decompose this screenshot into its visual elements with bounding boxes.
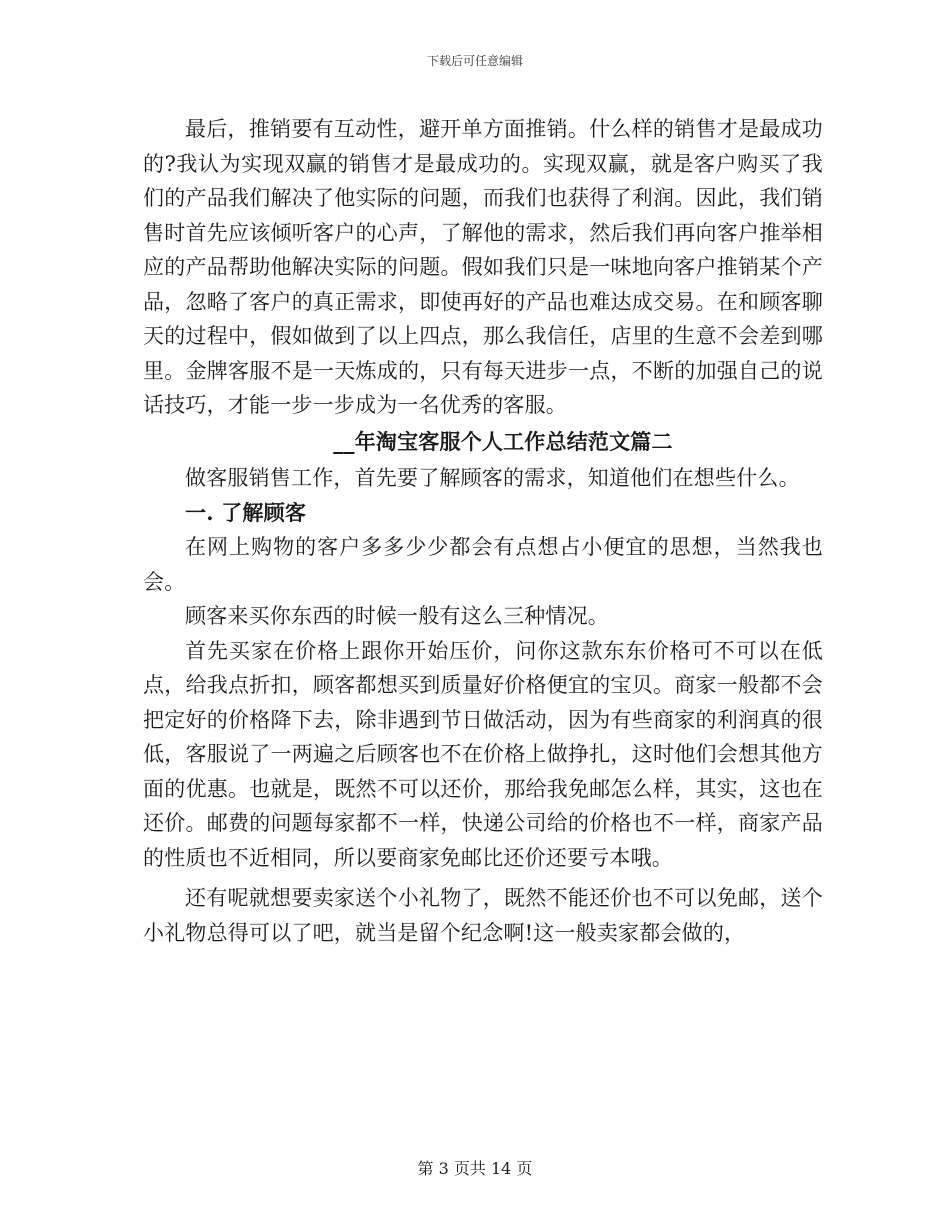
page-footer: 第 3 页共 14 页: [417, 1159, 533, 1178]
section-title: __年淘宝客服个人工作总结范文篇二: [333, 428, 673, 454]
paragraph: 顾客来买你东西的时候一般有这么三种情况。: [185, 604, 609, 628]
paragraph: 在网上购物的客户多多少少都会有点想占小便宜的思想，当然我也会。: [143, 535, 823, 594]
page-header: 下载后可任意编辑: [426, 54, 523, 68]
paragraph: 还有呢就想要卖家送个小礼物了，既然不能还价也不可以免邮，送个小礼物总得可以了吧，就当是留个纪念啊!这一般卖家都会做的，: [143, 886, 823, 945]
document-body: [143, 112, 823, 950]
paragraph: 做客服销售工作，首先要了解顾客的需求，知道他们在想些什么。: [185, 466, 800, 490]
paragraph: 首先买家在价格上跟你开始压价，问你这款东东价格可不可以在低点，给我点折扣，顾客都想买到质量好价格便宜的宝贝。商家一般都不会把定好的价格降下去，除非遇到节日做活动，因为有些商家的利润真的很低，客服说了一两遍之后顾客也不在价格上做挣扎，这时他们会想其他方面的优惠。也就是，既然不可以还价，那给我免邮怎么样，其实，这也在还价。邮费的问题每家都不一样，快递公司给的价格也不一样，商家产品的性质也不近相同，所以要商家免邮比还价还要亏本哦。: [143, 638, 823, 870]
subheading: 一. 了解顾客: [185, 499, 307, 525]
paragraph: 最后，推销要有互动性，避开单方面推销。什么样的销售才是最成功的?我认为实现双赢的销售才是最成功的。实现双赢，就是客户购买了我们的产品我们解决了他实际的问题，而我们也获得了利润。因此，我们销售时首先应该倾听客户的心声，了解他的需求，然后我们再向客户推举相应的产品帮助他解决实际的问题。假如我们只是一味地向客户推销某个产品，忽略了客户的真正需求，即使再好的产品也难达成交易。在和顾客聊天的过程中，假如做到了以上四点，那么我信任，店里的生意不会差到哪里。金牌客服不是一天炼成的，只有每天进步一点，不断的加强自己的说话技巧，才能一步一步成为一名优秀的客服。: [143, 117, 823, 417]
